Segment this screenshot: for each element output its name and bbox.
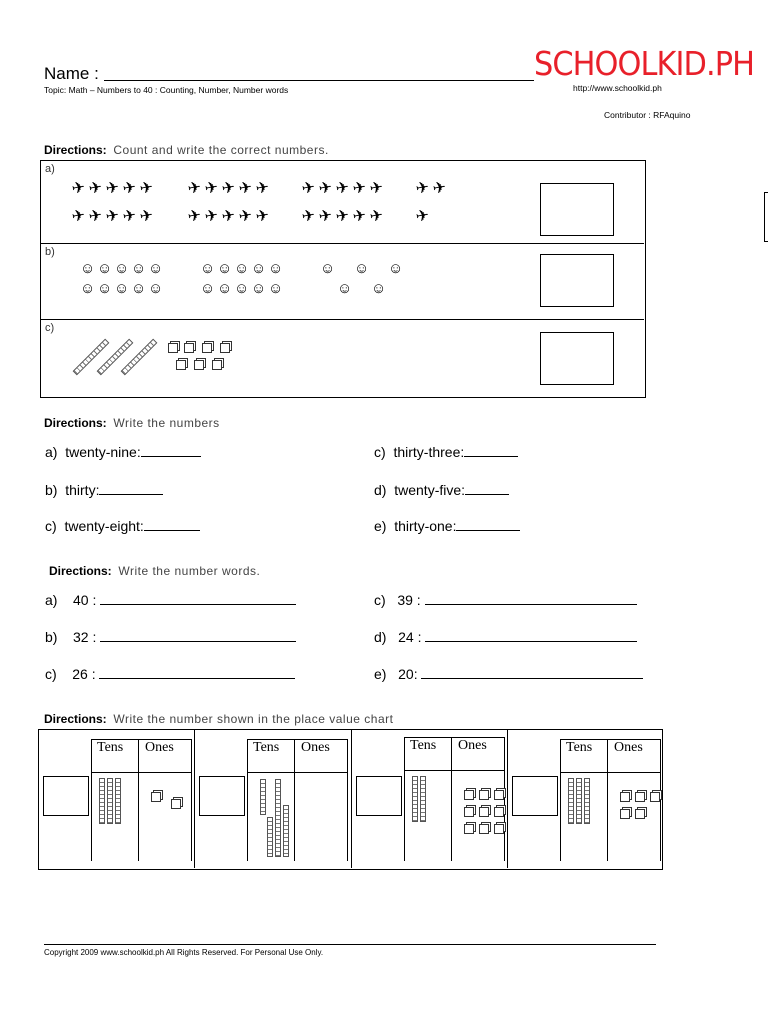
- ones-column-right: [191, 739, 192, 861]
- bird-icon: ✈: [220, 206, 237, 227]
- monster-icon: ☺: [148, 280, 164, 297]
- item-letter: e): [374, 518, 387, 534]
- answer-blank[interactable]: [465, 482, 509, 495]
- bird-icon: ✈: [254, 178, 271, 199]
- place-value-answer-box[interactable]: [43, 776, 89, 816]
- tens-header: Tens: [253, 740, 280, 755]
- answer-blank[interactable]: [99, 666, 295, 679]
- directions-label: Directions:: [49, 564, 112, 578]
- ones-cube-icon: [494, 790, 504, 800]
- bird-icon: ✈: [104, 178, 121, 199]
- monster-icon: ☺: [251, 280, 267, 297]
- bird-icon: ✈: [186, 206, 203, 227]
- bird-icon: ✈: [104, 206, 121, 227]
- directions-number-words: [49, 564, 260, 578]
- word-item-b: [45, 629, 296, 645]
- tens-rod-icon: [99, 778, 105, 824]
- ones-cube-icon: [151, 792, 161, 802]
- tens-column-left: [91, 739, 92, 861]
- bird-icon: ✈: [351, 178, 368, 199]
- bird-icon: ✈: [87, 206, 104, 227]
- ones-cube-icon: [194, 360, 204, 370]
- ones-cube-icon: [635, 792, 645, 802]
- item-text: twenty-five:: [394, 482, 466, 498]
- bird-icon: ✈: [317, 206, 334, 227]
- word-item-c: [45, 666, 295, 682]
- answer-box-a[interactable]: [540, 183, 614, 236]
- monster-icon: ☺: [148, 260, 164, 277]
- monster-icon: ☺: [200, 280, 216, 297]
- ones-header: Ones: [614, 740, 643, 755]
- tens-rod-icon: [115, 778, 121, 824]
- item-letter: c): [374, 592, 386, 608]
- chart-divider: [507, 729, 508, 868]
- directions-text: Count and write the correct numbers.: [113, 143, 329, 157]
- monster-icon: ☺: [80, 280, 96, 297]
- monster-icon: ☺: [268, 280, 284, 297]
- tens-rod-icon: [576, 778, 582, 824]
- bird-icon: ✈: [334, 206, 351, 227]
- item-letter: c): [45, 666, 57, 682]
- bird-icon: ✈: [121, 206, 138, 227]
- ones-header: Ones: [145, 740, 174, 755]
- tens-rod-icon: [267, 817, 273, 857]
- monster-icon: ☺: [131, 260, 147, 277]
- monster-icon: ☺: [217, 260, 233, 277]
- name-label: Name :: [44, 64, 99, 83]
- tens-rod-icon: [275, 779, 281, 857]
- word-item-e: [374, 666, 643, 682]
- contributor-text: Contributor : RFAquino: [604, 110, 691, 120]
- monster-icon: ☺: [320, 260, 336, 277]
- bird-icon: ✈: [70, 206, 87, 227]
- bird-icon: ✈: [237, 178, 254, 199]
- monster-icon: ☺: [80, 260, 96, 277]
- tens-rod-icon: [107, 778, 113, 824]
- tens-rod-icon: [412, 776, 418, 822]
- answer-blank[interactable]: [100, 629, 296, 642]
- answer-blank[interactable]: [425, 629, 637, 642]
- tens-rod-icon: [568, 778, 574, 824]
- bird-icon: ✈: [203, 206, 220, 227]
- row-label-a: a): [45, 163, 55, 175]
- word-item-c-right: [374, 592, 637, 608]
- tens-column-left: [560, 739, 561, 861]
- bird-icon: ✈: [317, 178, 334, 199]
- monster-icon: ☺: [217, 280, 233, 297]
- monster-icon: ☺: [354, 260, 370, 277]
- monster-icon: ☺: [114, 280, 130, 297]
- item-text: 26 :: [72, 666, 96, 682]
- item-text: twenty-eight:: [64, 518, 144, 534]
- header-bottom-line: [247, 772, 347, 773]
- header-bottom-line: [560, 772, 660, 773]
- answer-blank[interactable]: [464, 444, 518, 457]
- item-text: 39 :: [397, 592, 421, 608]
- ones-column-right: [660, 739, 661, 861]
- ones-cube-icon: [620, 809, 630, 819]
- bird-icon: ✈: [368, 206, 385, 227]
- row-label-c: c): [45, 322, 55, 334]
- tens-rod-icon: [260, 779, 266, 815]
- ones-cube-icon: [620, 792, 630, 802]
- directions-text: Write the numbers: [113, 416, 220, 430]
- ones-cube-icon: [635, 809, 645, 819]
- directions-write-numbers: [44, 416, 220, 430]
- column-separator: [294, 739, 295, 861]
- item-letter: a): [45, 592, 58, 608]
- ones-cube-icon: [176, 360, 186, 370]
- tens-column-left: [404, 737, 405, 861]
- tens-rod-icon: [283, 805, 289, 857]
- page-edge-mark: [764, 192, 768, 242]
- chart-divider: [194, 729, 195, 868]
- bird-icon: ✈: [87, 178, 104, 199]
- directions-label: Directions:: [44, 416, 107, 430]
- row-divider: [40, 319, 644, 320]
- tens-rod-icon: [420, 776, 426, 822]
- ones-cube-icon: [184, 343, 194, 353]
- item-text: 20:: [398, 666, 418, 682]
- bird-icon: ✈: [351, 206, 368, 227]
- answer-blank[interactable]: [100, 592, 296, 605]
- item-text: twenty-nine:: [65, 444, 141, 460]
- ones-cube-icon: [212, 360, 222, 370]
- answer-blank[interactable]: [421, 666, 643, 679]
- bird-icon: ✈: [121, 178, 138, 199]
- item-text: thirty-three:: [393, 444, 465, 460]
- column-separator: [138, 739, 139, 861]
- answer-box-b[interactable]: [540, 254, 614, 307]
- monster-icon: ☺: [131, 280, 147, 297]
- bird-icon: ✈: [431, 178, 448, 199]
- bird-icon: ✈: [203, 178, 220, 199]
- topic-text: Topic: Math – Numbers to 40 : Counting, Number, Number words: [44, 85, 289, 95]
- chart-divider: [351, 729, 352, 868]
- item-text: 24 :: [398, 629, 422, 645]
- column-separator: [451, 737, 452, 861]
- bird-icon: ✈: [138, 206, 155, 227]
- number-item-b: [45, 482, 163, 498]
- number-item-d: [374, 482, 509, 498]
- answer-blank[interactable]: [99, 482, 163, 495]
- directions-label: Directions:: [44, 712, 107, 726]
- directions-place-value: [44, 712, 393, 726]
- bird-icon: ✈: [414, 206, 431, 227]
- item-letter: b): [45, 482, 58, 498]
- ones-cube-icon: [479, 807, 489, 817]
- ones-cube-icon: [168, 343, 178, 353]
- ones-cube-icon: [494, 807, 504, 817]
- bird-icon: ✈: [237, 206, 254, 227]
- directions-text: Write the number words.: [118, 564, 261, 578]
- item-text: thirty-one:: [394, 518, 457, 534]
- ones-cube-icon: [479, 824, 489, 834]
- site-url: http://www.schoolkid.ph: [573, 83, 662, 93]
- number-item-e: [374, 518, 520, 534]
- tens-column-left: [247, 739, 248, 861]
- item-letter: e): [374, 666, 387, 682]
- bird-icon: ✈: [414, 178, 431, 199]
- item-letter: d): [374, 629, 387, 645]
- item-text: 32 :: [73, 629, 97, 645]
- number-item-c: [45, 518, 200, 534]
- ones-column-right: [347, 739, 348, 861]
- answer-blank[interactable]: [456, 518, 520, 531]
- row-label-b: b): [45, 246, 55, 258]
- monster-icon: ☺: [388, 260, 404, 277]
- directions-label: Directions:: [44, 143, 107, 157]
- item-text: thirty:: [65, 482, 100, 498]
- bird-icon: ✈: [334, 178, 351, 199]
- answer-blank[interactable]: [141, 444, 201, 457]
- bird-icon: ✈: [186, 178, 203, 199]
- monster-icon: ☺: [251, 260, 267, 277]
- ones-cube-icon: [464, 807, 474, 817]
- bird-icon: ✈: [300, 178, 317, 199]
- bird-icon: ✈: [300, 206, 317, 227]
- answer-blank[interactable]: [144, 518, 200, 531]
- ones-cube-icon: [494, 824, 504, 834]
- item-letter: b): [45, 629, 58, 645]
- word-item-a: [45, 592, 296, 608]
- monster-icon: ☺: [97, 260, 113, 277]
- monster-icon: ☺: [234, 280, 250, 297]
- tens-rod-icon: [584, 778, 590, 824]
- ones-cube-icon: [464, 824, 474, 834]
- answer-blank[interactable]: [425, 592, 637, 605]
- bird-icon: ✈: [70, 178, 87, 199]
- answer-box-c[interactable]: [540, 332, 614, 385]
- column-separator: [607, 739, 608, 861]
- name-line[interactable]: [104, 80, 534, 81]
- header-bottom-line: [91, 772, 191, 773]
- footer-copyright: Copyright 2009 www.schoolkid.ph All Rights Reserved. For Personal Use Only.: [44, 948, 324, 957]
- item-letter: d): [374, 482, 387, 498]
- tens-header: Tens: [97, 740, 124, 755]
- place-value-answer-box[interactable]: [199, 776, 245, 816]
- monster-icon: ☺: [97, 280, 113, 297]
- bird-icon: ✈: [138, 178, 155, 199]
- ones-column-right: [504, 737, 505, 861]
- monster-icon: ☺: [371, 280, 387, 297]
- monster-icon: ☺: [337, 280, 353, 297]
- place-value-answer-box[interactable]: [512, 776, 558, 816]
- ones-cube-icon: [464, 790, 474, 800]
- ones-cube-icon: [220, 343, 230, 353]
- tens-header: Tens: [410, 738, 437, 753]
- bird-icon: ✈: [254, 206, 271, 227]
- ones-header: Ones: [458, 738, 487, 753]
- item-text: 40 :: [73, 592, 97, 608]
- item-letter: a): [45, 444, 58, 460]
- item-letter: c): [45, 518, 57, 534]
- place-value-answer-box[interactable]: [356, 776, 402, 816]
- schoolkid-logo: SCHOOLKID.PH: [534, 44, 755, 83]
- ones-cube-icon: [202, 343, 212, 353]
- ones-cube-icon: [171, 799, 181, 809]
- header-bottom-line: [404, 770, 504, 771]
- footer-divider: [44, 944, 656, 945]
- item-letter: c): [374, 444, 386, 460]
- bird-icon: ✈: [368, 178, 385, 199]
- number-item-c-right: [374, 444, 518, 460]
- tens-header: Tens: [566, 740, 593, 755]
- monster-icon: ☺: [268, 260, 284, 277]
- ones-cube-icon: [650, 792, 660, 802]
- directions-text: Write the number shown in the place value chart: [113, 712, 394, 726]
- ones-header: Ones: [301, 740, 330, 755]
- monster-icon: ☺: [200, 260, 216, 277]
- monster-icon: ☺: [234, 260, 250, 277]
- row-divider: [40, 243, 644, 244]
- directions-count: [44, 143, 329, 157]
- monster-icon: ☺: [114, 260, 130, 277]
- number-item-a: [45, 444, 201, 460]
- ones-cube-icon: [479, 790, 489, 800]
- word-item-d: [374, 629, 637, 645]
- bird-icon: ✈: [220, 178, 237, 199]
